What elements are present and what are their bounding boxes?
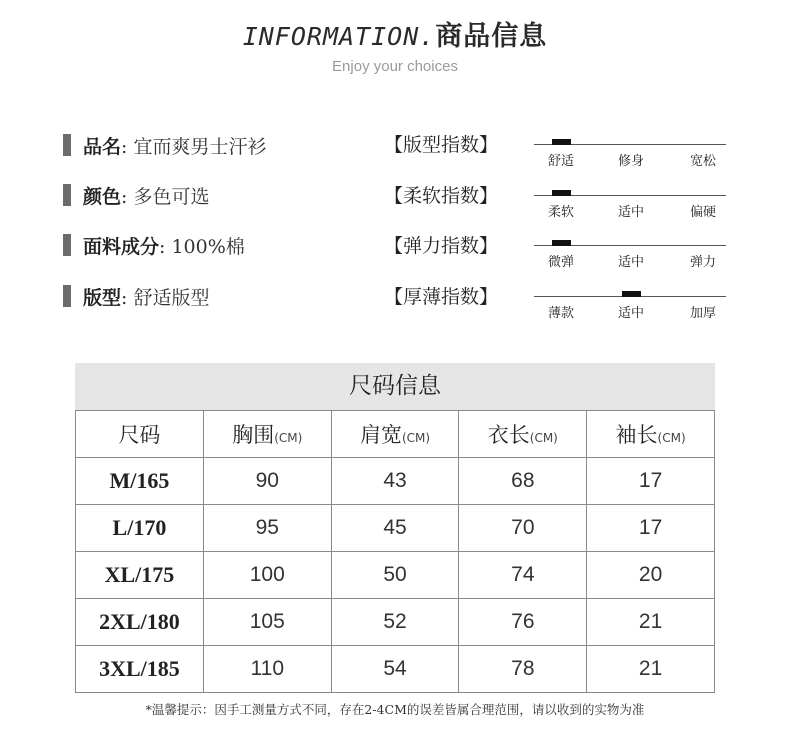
info-value: : 舒适版型 (121, 286, 210, 309)
scale-option: 偏硬 (690, 205, 717, 220)
scale-option: 柔软 (548, 205, 575, 220)
column-header-unit: (CM) (274, 431, 303, 445)
table-row (76, 458, 715, 505)
info-bar-marker (63, 234, 71, 256)
page-title (0, 18, 790, 56)
scale-option: 适中 (618, 306, 645, 321)
column-header-name: 尺码 (118, 423, 161, 447)
column-header (203, 411, 331, 458)
column-header-unit: (CM) (657, 431, 686, 445)
scale-option: 适中 (618, 255, 645, 270)
info-value: : 100%棉 (159, 235, 245, 258)
table-cell: 50 (331, 552, 459, 599)
column-header-name: 肩宽 (360, 423, 402, 447)
info-row-fabric (63, 230, 245, 260)
page-subtitle: Enjoy your choices (332, 58, 458, 75)
info-label: 版型 (83, 286, 122, 309)
table-cell: 70 (459, 505, 587, 552)
scale-option: 修身 (618, 154, 645, 169)
column-header-name: 袖长 (615, 423, 658, 447)
table-row (76, 646, 715, 693)
scale-marker (552, 190, 571, 196)
scale-option: 薄款 (548, 306, 575, 321)
size-cell: L/170 (76, 505, 204, 552)
column-header-unit: (CM) (402, 431, 431, 445)
size-cell: 3XL/185 (76, 646, 204, 693)
table-row (76, 599, 715, 646)
index-scale-elasticity (534, 235, 726, 275)
column-header (459, 411, 587, 458)
column-header (587, 411, 715, 458)
index-scale-softness (534, 185, 726, 225)
info-row-fit (63, 281, 209, 311)
scale-option: 加厚 (690, 306, 717, 321)
table-cell: 105 (203, 599, 331, 646)
table-cell: 110 (203, 646, 331, 693)
size-table-header-row (76, 411, 715, 458)
info-value: : 多色可选 (121, 185, 210, 208)
scale-marker (622, 291, 641, 297)
info-label: 颜色 (83, 185, 122, 208)
size-cell: 2XL/180 (76, 599, 204, 646)
index-scale-thickness (534, 286, 726, 326)
column-header-name: 衣长 (487, 423, 530, 447)
index-scale-fit (534, 134, 726, 174)
column-header (76, 411, 204, 458)
table-cell: 95 (203, 505, 331, 552)
table-cell: 78 (459, 646, 587, 693)
table-cell: 100 (203, 552, 331, 599)
info-row-color (63, 180, 209, 210)
scale-option: 微弹 (548, 255, 575, 270)
info-label: 面料成分 (83, 235, 160, 258)
table-row (76, 505, 715, 552)
scale-option: 弹力 (690, 255, 717, 270)
column-header (331, 411, 459, 458)
table-cell: 74 (459, 552, 587, 599)
scale-option: 适中 (618, 205, 645, 220)
table-cell: 54 (331, 646, 459, 693)
table-cell: 21 (587, 646, 715, 693)
index-label-elasticity: 【弹力指数】 (384, 235, 499, 257)
index-label-softness: 【柔软指数】 (384, 185, 499, 207)
info-bar-marker (63, 134, 71, 156)
size-cell: XL/175 (76, 552, 204, 599)
size-cell: M/165 (76, 458, 204, 505)
scale-option: 舒适 (548, 154, 575, 169)
table-cell: 68 (459, 458, 587, 505)
page-header (0, 18, 790, 77)
table-row (76, 552, 715, 599)
measurement-note: *温馨提示：因手工测量方式不同，存在2-4CM的误差皆属合理范围，请以收到的实物为准 (145, 702, 645, 717)
table-cell: 20 (587, 552, 715, 599)
size-info-section (75, 363, 715, 693)
info-row-name (63, 130, 266, 160)
info-bar-marker (63, 184, 71, 206)
scale-marker (552, 139, 571, 145)
table-cell: 17 (587, 458, 715, 505)
table-cell: 21 (587, 599, 715, 646)
table-cell: 90 (203, 458, 331, 505)
size-table-title: 尺码信息 (75, 363, 715, 410)
scale-marker (552, 240, 571, 246)
info-value: : 宜而爽男士汗衫 (121, 135, 267, 158)
scale-option: 宽松 (690, 154, 717, 169)
info-bar-marker (63, 285, 71, 307)
index-label-thickness: 【厚薄指数】 (384, 286, 499, 308)
table-cell: 76 (459, 599, 587, 646)
table-cell: 52 (331, 599, 459, 646)
info-label: 品名 (83, 135, 122, 158)
table-cell: 17 (587, 505, 715, 552)
title-chinese: 商品信息 (435, 21, 548, 52)
table-cell: 45 (331, 505, 459, 552)
index-label-fit: 【版型指数】 (384, 134, 499, 156)
size-table (75, 410, 715, 693)
table-cell: 43 (331, 458, 459, 505)
title-english: INFORMATION. (242, 22, 436, 51)
column-header-name: 胸围 (232, 423, 275, 447)
column-header-unit: (CM) (529, 431, 558, 445)
